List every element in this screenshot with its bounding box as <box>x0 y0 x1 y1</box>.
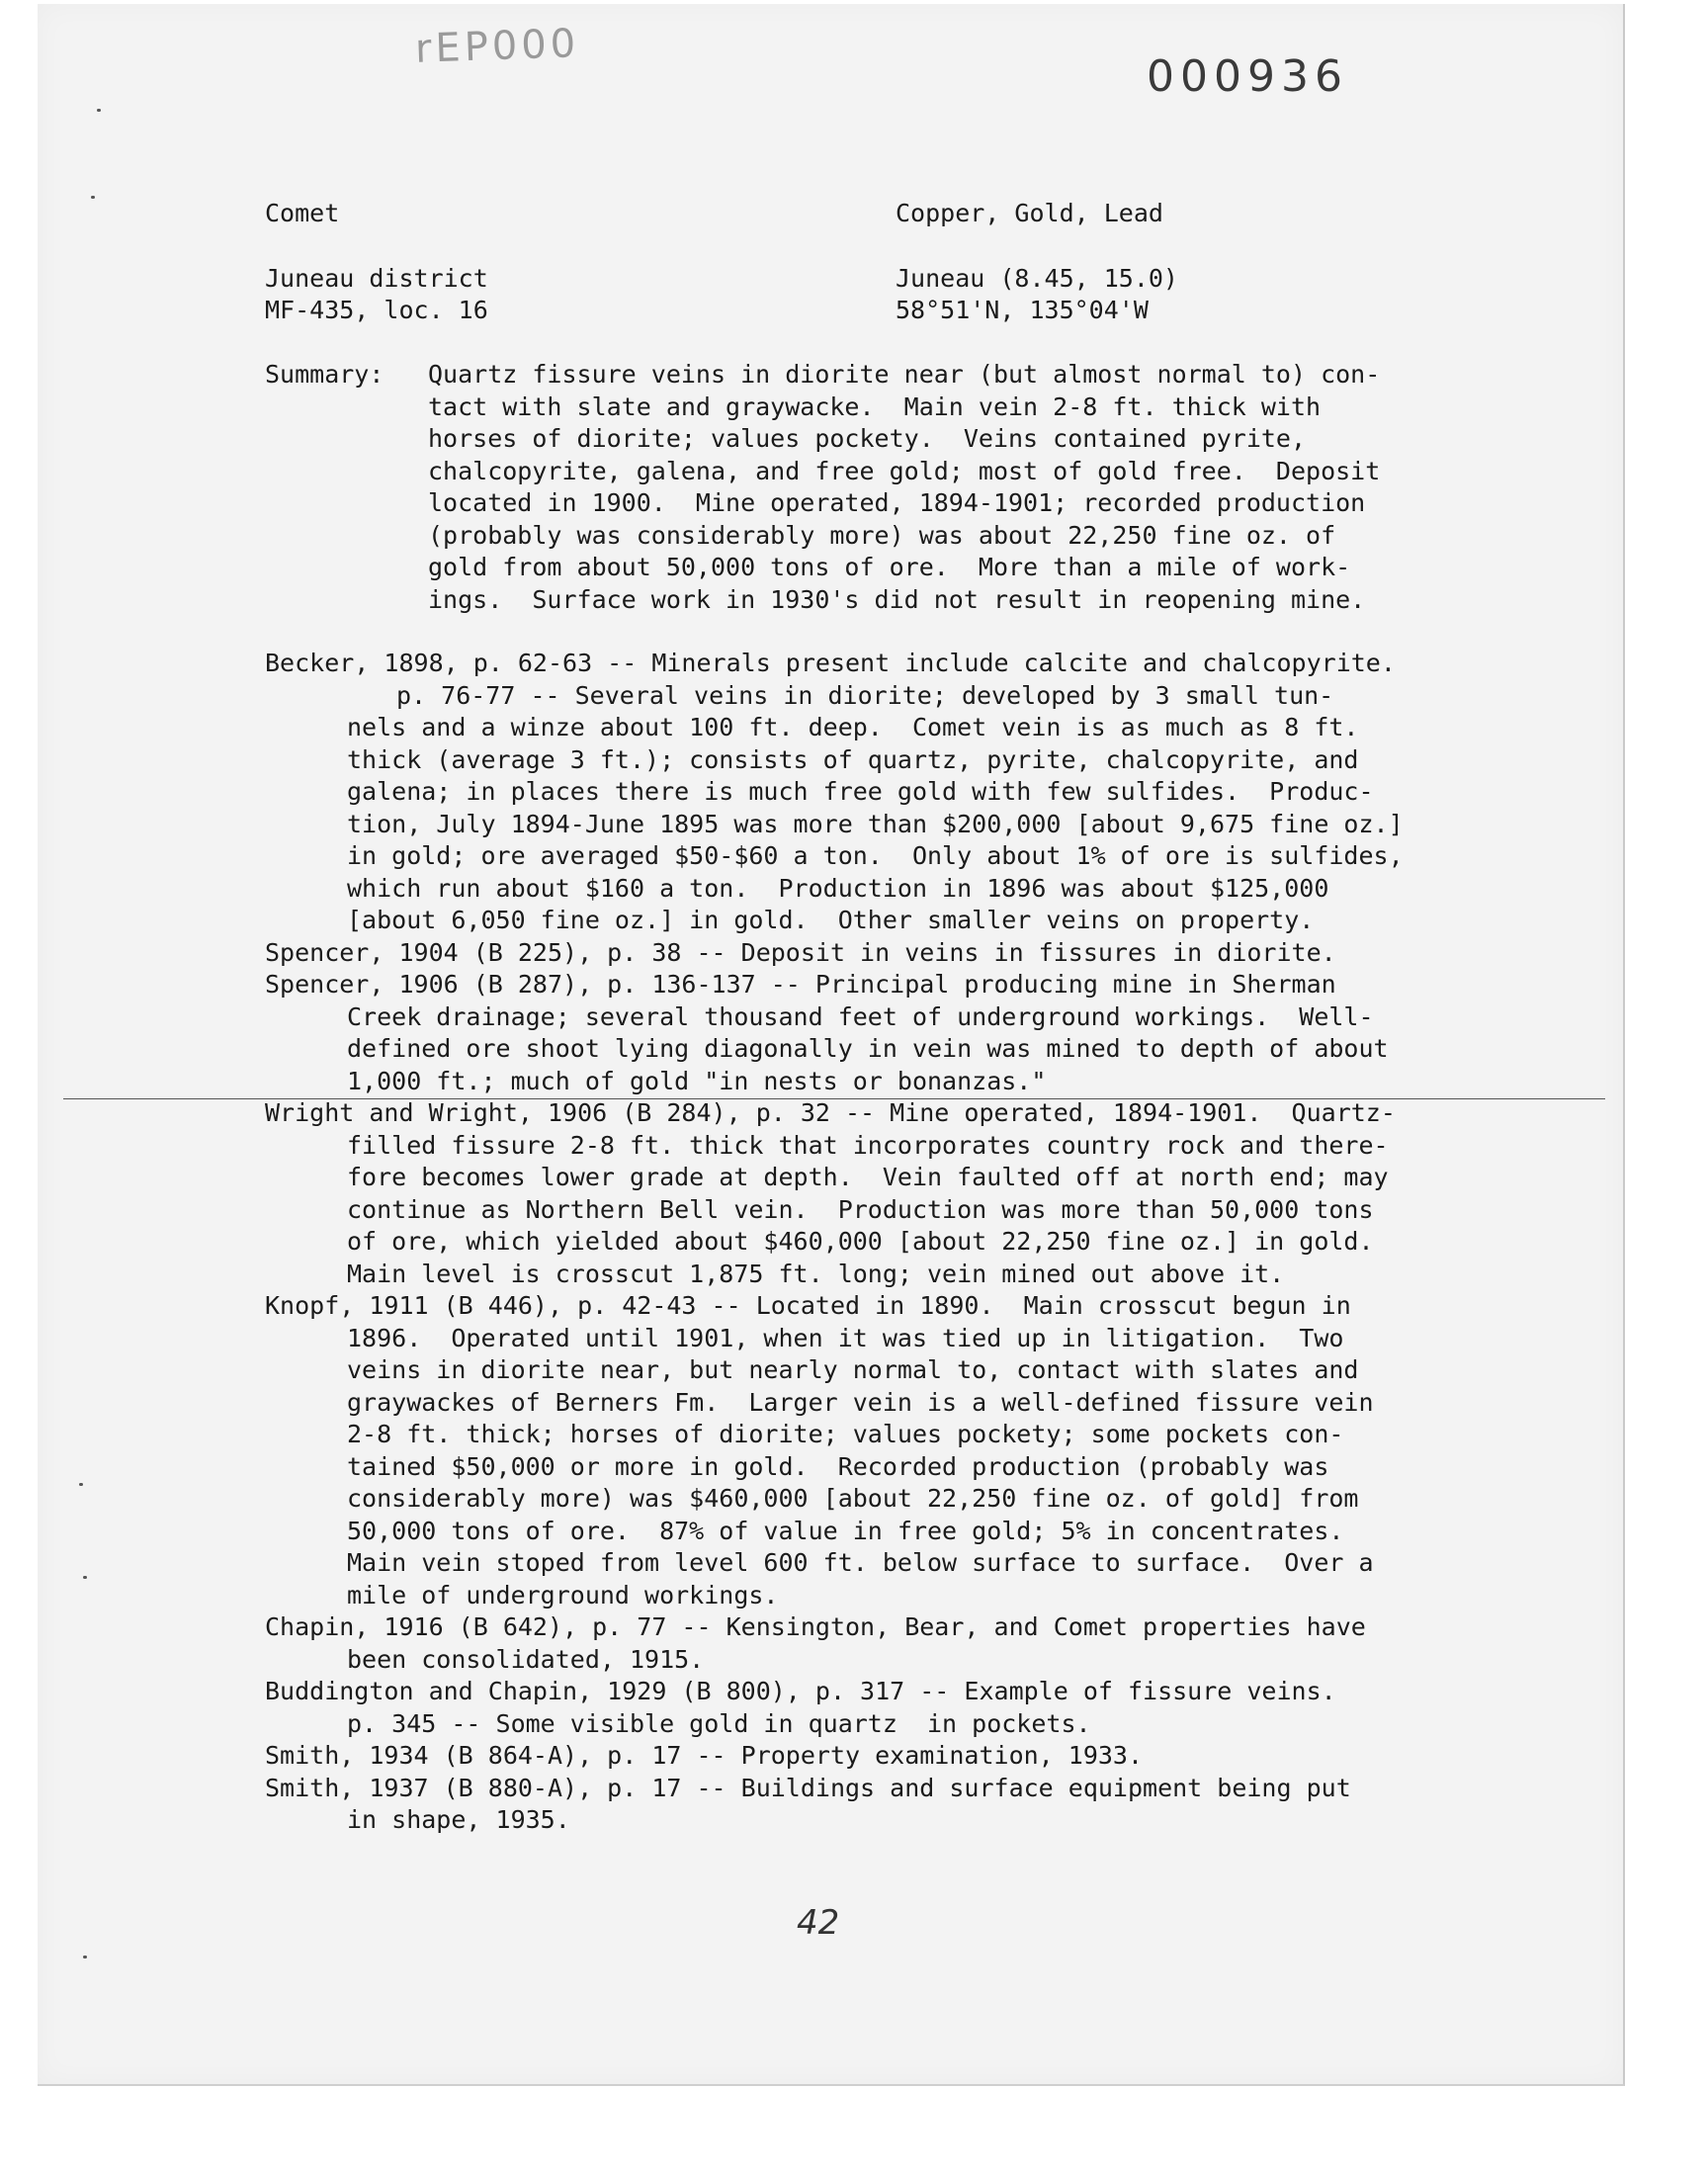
reference-continuation-line: defined ore shoot lying diagonally in vein was mined to depth of about <box>347 1034 1389 1063</box>
reference-continuation-line: mile of underground workings. <box>347 1580 779 1610</box>
reference-continuation-line: p. 345 -- Some visible gold in quartz in pockets. <box>347 1708 1091 1738</box>
reference-entry <box>265 1611 1510 1676</box>
reference-citation-line: Knopf, 1911 (B 446), p. 42-43 -- Located in 1890. Main crosscut begun in <box>265 1291 1351 1320</box>
map-reference: MF-435, loc. 16 <box>265 296 488 324</box>
summary-line: tact with slate and graywacke. Main vein 2-8 ft. thick with <box>428 392 1322 421</box>
scan-speck <box>97 109 101 112</box>
reference-continuation-line: continue as Northern Bell vein. Production was more than 50,000 tons <box>347 1194 1374 1224</box>
scan-speck <box>83 1576 87 1579</box>
summary-line: (probably was considerably more) was about 22,250 fine oz. of <box>428 520 1336 550</box>
reference-entry <box>265 937 1510 970</box>
property-name: Comet <box>265 199 340 227</box>
summary-line: horses of diorite; values pockety. Veins contained pyrite, <box>428 424 1307 453</box>
reference-citation-line: Spencer, 1906 (B 287), p. 136-137 -- Principal producing mine in Sherman <box>265 970 1336 999</box>
reference-continuation-line: tained $50,000 or more in gold. Recorded production (probably was <box>347 1451 1329 1481</box>
reference-continuation-line: 1,000 ft.; much of gold "in nests or bonanzas." <box>347 1066 1047 1095</box>
reference-continuation-line: in gold; ore averaged $50-$60 a ton. Only about 1% of ore is sulfides, <box>347 841 1404 870</box>
scan-speck <box>91 196 95 199</box>
reference-continuation-line: tion, July 1894-June 1895 was more than $200,000 [about 9,675 fine oz.] <box>347 809 1404 838</box>
summary-line: chalcopyrite, galena, and free gold; most of gold free. Deposit <box>428 456 1381 485</box>
reference-continuation-line: filled fissure 2-8 ft. thick that incorporates country rock and there- <box>347 1130 1389 1160</box>
document-number: 000936 <box>1147 51 1348 102</box>
reference-entry <box>265 1290 1510 1611</box>
references-list <box>265 648 1510 1837</box>
reference-continuation-line: Main level is crosscut 1,875 ft. long; vein mined out above it. <box>347 1259 1285 1288</box>
reference-continuation-line: [about 6,050 fine oz.] in gold. Other smaller veins on property. <box>347 906 1315 934</box>
reference-continuation-line: in shape, 1935. <box>347 1805 570 1834</box>
reference-citation-line: Buddington and Chapin, 1929 (B 800), p. 317 -- Example of fissure veins. <box>265 1677 1336 1705</box>
reference-entry <box>265 648 1510 937</box>
commodities: Copper, Gold, Lead <box>896 199 1163 227</box>
reference-continuation-line: Creek drainage; several thousand feet of underground workings. Well- <box>347 1001 1374 1031</box>
reference-subentry-line: p. 76-77 -- Several veins in diorite; developed by 3 small tun- <box>396 680 1334 710</box>
reference-continuation-line: 2-8 ft. thick; horses of diorite; values pockety; some pockets con- <box>347 1420 1344 1448</box>
summary-line: located in 1900. Mine operated, 1894-1901; recorded production <box>428 488 1366 517</box>
reference-continuation-line: graywackes of Berners Fm. Larger vein is a well-defined fissure vein <box>347 1387 1374 1417</box>
reference-entry <box>265 1676 1510 1740</box>
scan-speck <box>79 1483 83 1486</box>
reference-continuation-line: fore becomes lower grade at depth. Vein faulted off at north end; may <box>347 1163 1389 1191</box>
summary-label: Summary: <box>265 360 384 389</box>
reference-continuation-line: galena; in places there is much free gold with few sulfides. Produc- <box>347 777 1374 806</box>
quadrangle: Juneau (8.45, 15.0) <box>896 264 1178 293</box>
reference-continuation-line: considerably more) was $460,000 [about 22,250 fine oz. of gold] from <box>347 1484 1359 1513</box>
reference-continuation-line: which run about $160 a ton. Production in 1896 was about $125,000 <box>347 873 1329 903</box>
reference-continuation-line: nels and a winze about 100 ft. deep. Comet vein is as much as 8 ft. <box>347 713 1359 741</box>
reference-citation-line: Smith, 1937 (B 880-A), p. 17 -- Buildings and surface equipment being put <box>265 1773 1351 1802</box>
reference-entry <box>265 1740 1510 1773</box>
reference-continuation-line: been consolidated, 1915. <box>347 1644 705 1674</box>
page-number: 42 <box>797 1903 840 1943</box>
reference-continuation-line: 1896. Operated until 1901, when it was tied up in litigation. Two <box>347 1323 1344 1352</box>
divider-line <box>63 1098 1605 1099</box>
coordinates: 58°51'N, 135°04'W <box>896 296 1149 324</box>
summary-line: ings. Surface work in 1930's did not result in reopening mine. <box>428 584 1366 614</box>
reference-continuation-line: 50,000 tons of ore. 87% of value in free gold; 5% in concentrates. <box>347 1516 1344 1545</box>
reference-citation-line: Becker, 1898, p. 62-63 -- Minerals present include calcite and chalcopyrite. <box>265 649 1396 677</box>
reference-citation-line: Smith, 1934 (B 864-A), p. 17 -- Property examination, 1933. <box>265 1741 1144 1770</box>
reference-entry <box>265 1097 1510 1290</box>
reference-continuation-line: veins in diorite near, but nearly normal to, contact with slates and <box>347 1355 1359 1384</box>
reference-entry <box>265 969 1510 1097</box>
reference-citation-line: Spencer, 1904 (B 225), p. 38 -- Deposit in veins in fissures in diorite. <box>265 937 1336 967</box>
summary-line: gold from about 50,000 tons of ore. More than a mile of work- <box>428 553 1351 581</box>
summary-line: Quartz fissure veins in diorite near (but almost normal to) con- <box>428 360 1381 389</box>
reference-continuation-line: Main vein stoped from level 600 ft. below surface to surface. Over a <box>347 1548 1374 1577</box>
reference-citation-line: Chapin, 1916 (B 642), p. 77 -- Kensington, Bear, and Comet properties have <box>265 1612 1366 1641</box>
scan-speck <box>83 1956 87 1958</box>
reference-continuation-line: thick (average 3 ft.); consists of quartz, pyrite, chalcopyrite, and <box>347 744 1359 774</box>
summary-text <box>428 359 1476 616</box>
reference-continuation-line: of ore, which yielded about $460,000 [about 22,250 fine oz.] in gold. <box>347 1227 1374 1256</box>
reference-entry <box>265 1773 1510 1837</box>
reference-citation-line: Wright and Wright, 1906 (B 284), p. 32 -- Mine operated, 1894-1901. Quartz- <box>265 1098 1396 1127</box>
faded-stamp-text: rEP000 <box>414 21 580 72</box>
district: Juneau district <box>265 264 488 293</box>
